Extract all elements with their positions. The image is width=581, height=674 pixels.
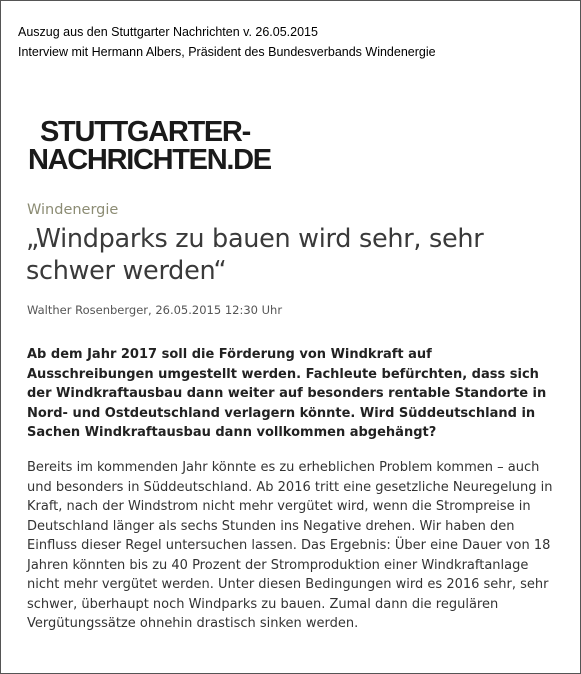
article-kicker[interactable]: Windenergie (27, 202, 119, 218)
logo-line-1: STUTTGARTER- (40, 116, 250, 148)
article-headline: „Windparks zu bauen wird sehr, sehr schwer werden“ (26, 224, 484, 286)
excerpt-note (18, 22, 436, 62)
article-body: Bereits im kommenden Jahr könnte es zu erheblichen Problem kommen – auch und besonders in Süddeutschland. Ab 2016 tritt eine gesetzliche Neuregelung in Kraft, nach der Windstrom nicht mehr vergütet wird, wenn die Strompreise in Deutschland länger als sechs Stunden ins Negative drehen. Wir haben den Einfluss dieser Regel untersuchen lassen. Das Ergebnis: Über eine Dauer von 18 Jahren könnten bis zu 40 Prozent der Stromproduktion einer Windkraftanlage nicht mehr vergütet werden. Unter diesen Bedingungen wird es 2016 sehr, sehr schwer, überhaupt noch Windparks zu bauen. Zumal dann die regulären Vergütungssätze ohnehin drastisch sinken werden. (27, 460, 553, 631)
newspaper-logo[interactable] (28, 118, 271, 174)
article-byline: Walther Rosenberger, 26.05.2015 12:30 Uhr (27, 303, 283, 317)
excerpt-source-line: Auszug aus den Stuttgarter Nachrichten v. 26.05.2015 (18, 25, 318, 39)
logo-line-2: NACHRICHTEN.DE (28, 144, 271, 176)
article-lead: Ab dem Jahr 2017 soll die Förderung von Windkraft auf Ausschreibungen umgestellt werden. Fachleute befürchten, dass sich der Windkraftausbau dann weiter auf besonders rentable Standorte in Nord- und Ostdeutschland verlagern könnte. Wird Süddeutschland in Sachen Windkraftausbau dann vollkommen abgehängt? (27, 347, 547, 440)
excerpt-interview-line: Interview mit Hermann Albers, Präsident des Bundesverbands Windenergie (18, 45, 436, 59)
